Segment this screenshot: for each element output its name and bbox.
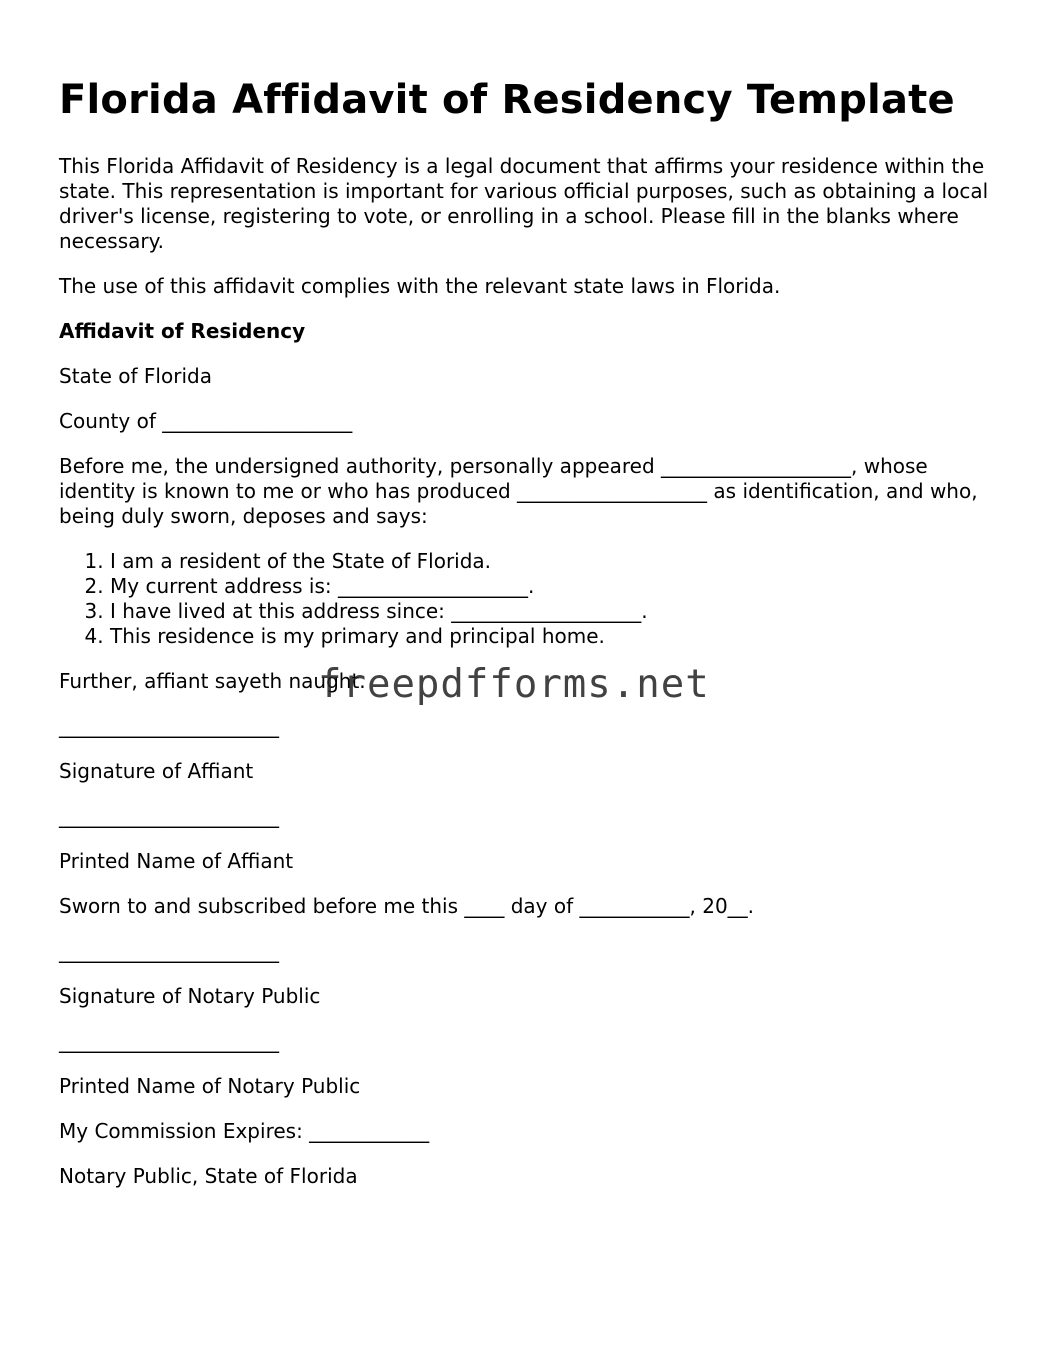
notary-signature-label: Signature of Notary Public (59, 984, 321, 1008)
section-heading: Affidavit of Residency (59, 319, 306, 343)
list-item: 4. This residence is my primary and principal home. (110, 624, 999, 649)
notary-state-line: Notary Public, State of Florida (59, 1164, 358, 1188)
sworn-line: Sworn to and subscribed before me this ____ day of ___________, 20__. (59, 894, 755, 918)
notary-signature-line: ______________________ (59, 939, 279, 963)
list-item: 1. I am a resident of the State of Florida. (110, 549, 999, 574)
list-item: 3. I have lived at this address since: ___________________. (110, 599, 999, 624)
watermark: freepdfforms.net (318, 662, 710, 707)
further-line: Further, affiant sayeth naught. (59, 669, 366, 693)
page-title: Florida Affidavit of Residency Template (59, 77, 955, 123)
notary-name-label: Printed Name of Notary Public (59, 1074, 361, 1098)
notary-name-line: ______________________ (59, 1029, 279, 1053)
document-page (59, 74, 999, 1209)
county-line: County of ___________________ (59, 409, 353, 433)
compliance-paragraph: The use of this affidavit complies with the relevant state laws in Florida. (59, 274, 781, 298)
statement-list (59, 549, 999, 649)
affiant-name-label: Printed Name of Affiant (59, 849, 294, 873)
before-me-paragraph: Before me, the undersigned authority, personally appeared ___________________, whose identity is known to me or who has produced ___________________ as identification, and who, being duly sworn, deposes and says: (59, 454, 978, 528)
commission-line: My Commission Expires: ____________ (59, 1119, 430, 1143)
list-item: 2. My current address is: ___________________. (110, 574, 999, 599)
affiant-signature-label: Signature of Affiant (59, 759, 254, 783)
affiant-name-line: ______________________ (59, 804, 279, 828)
intro-paragraph: This Florida Affidavit of Residency is a legal document that affirms your residence within the state. This representation is important for various official purposes, such as obtaining a local driver's license, registering to vote, or enrolling in a school. Please fill in the blanks where necessary. (59, 154, 989, 253)
affiant-signature-line: ______________________ (59, 714, 279, 738)
state-line: State of Florida (59, 364, 212, 388)
